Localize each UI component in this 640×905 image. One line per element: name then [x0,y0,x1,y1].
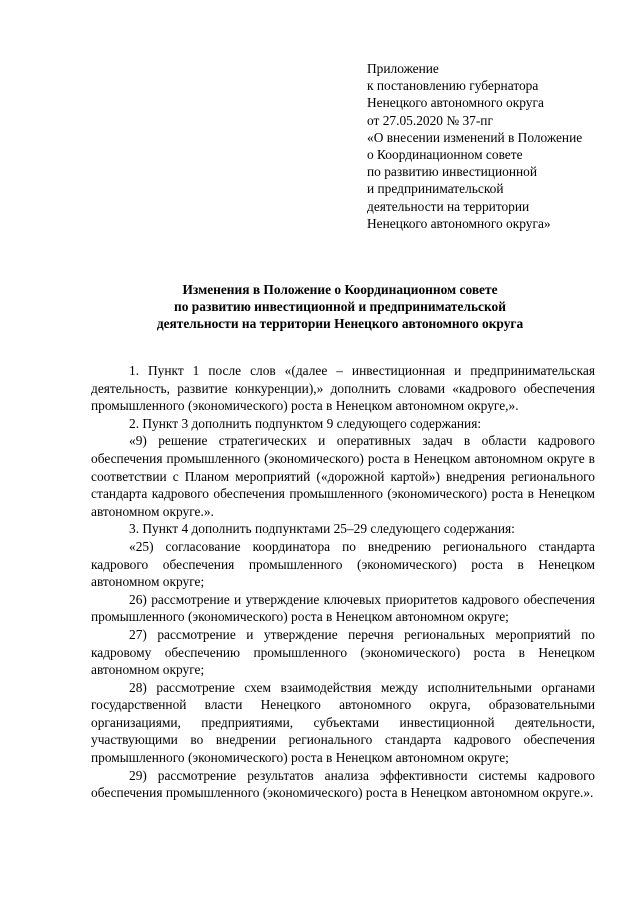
annex-block [367,60,629,232]
document-title [80,281,600,333]
title-line: Изменения в Положение о Координационном совете [182,282,498,297]
title-line: по развитию инвестиционной и предпринимательской [174,299,506,315]
subpoint-25: «25) согласование координатора по внедрению регионального стандарта кадрового обеспечения промышленного (экономического) роста в Ненецком автономном округе; [91,538,595,590]
paragraph-item-1: 1. Пункт 1 после слов «(далее – инвестиционная и предпринимательская деятельность, развитие конкуренции),» дополнить словами «кадрового обеспечения промышленного (экономического) роста в Ненецком автономном округе,». [91,363,595,414]
subpoint-26: 26) рассмотрение и утверждение ключевых приоритетов кадрового обеспечения промышленного (экономического) роста в Ненецком автономном округе; [91,591,595,625]
annex-line: о Координационном совете [367,147,523,163]
annex-line: Приложение [367,61,439,76]
annex-line: и предпринимательской [367,181,504,197]
annex-line: Ненецкого автономного округа [367,95,544,111]
annex-line: к постановлению губернатора [367,78,539,94]
subpoint-27: 27) рассмотрение и утверждение перечня региональных мероприятий по кадровому обеспечению промышленного (экономического) роста в Ненецком автономном округе; [91,626,595,678]
paragraph-item-3: 3. Пункт 4 дополнить подпунктами 25–29 следующего содержания: [129,521,515,537]
annex-line: Ненецкого автономного округа» [367,215,551,231]
subpoint-28: 28) рассмотрение схем взаимодействия между исполнительными органами государственной власти Ненецкого автономного округа, образовательными организациями, предприятиями, субъектами инвестиционной деятельности, участвующими во внедрении регионального стандарта кадрового обеспечения промышленного (экономического) роста в Ненецком автономном округе; [91,679,595,766]
document-body [91,362,595,802]
annex-line: «О внесении изменений в Положение [367,129,583,145]
title-line: деятельности на территории Ненецкого автономного округа [156,316,524,332]
subpoint-9: «9) решение стратегических и оперативных задач в области кадрового обеспечения промышленного (экономического) роста в Ненецком автономном округе в соответствии с Планом мероприятий («дорожной картой») внедрения регионального стандарта кадрового обеспечения промышленного (экономического) роста в Ненецком автономном округе.». [91,433,595,519]
annex-line: от 27.05.2020 № 37-пг [367,112,493,128]
subpoint-29: 29) рассмотрение результатов анализа эффективности системы кадрового обеспечения промышленного (экономического) роста в Ненецком автономном округе.». [91,767,595,801]
annex-line: деятельности на территории [367,198,530,214]
paragraph-item-2: 2. Пункт 3 дополнить подпунктом 9 следующего содержания: [129,415,482,431]
annex-line: по развитию инвестиционной [367,164,538,180]
